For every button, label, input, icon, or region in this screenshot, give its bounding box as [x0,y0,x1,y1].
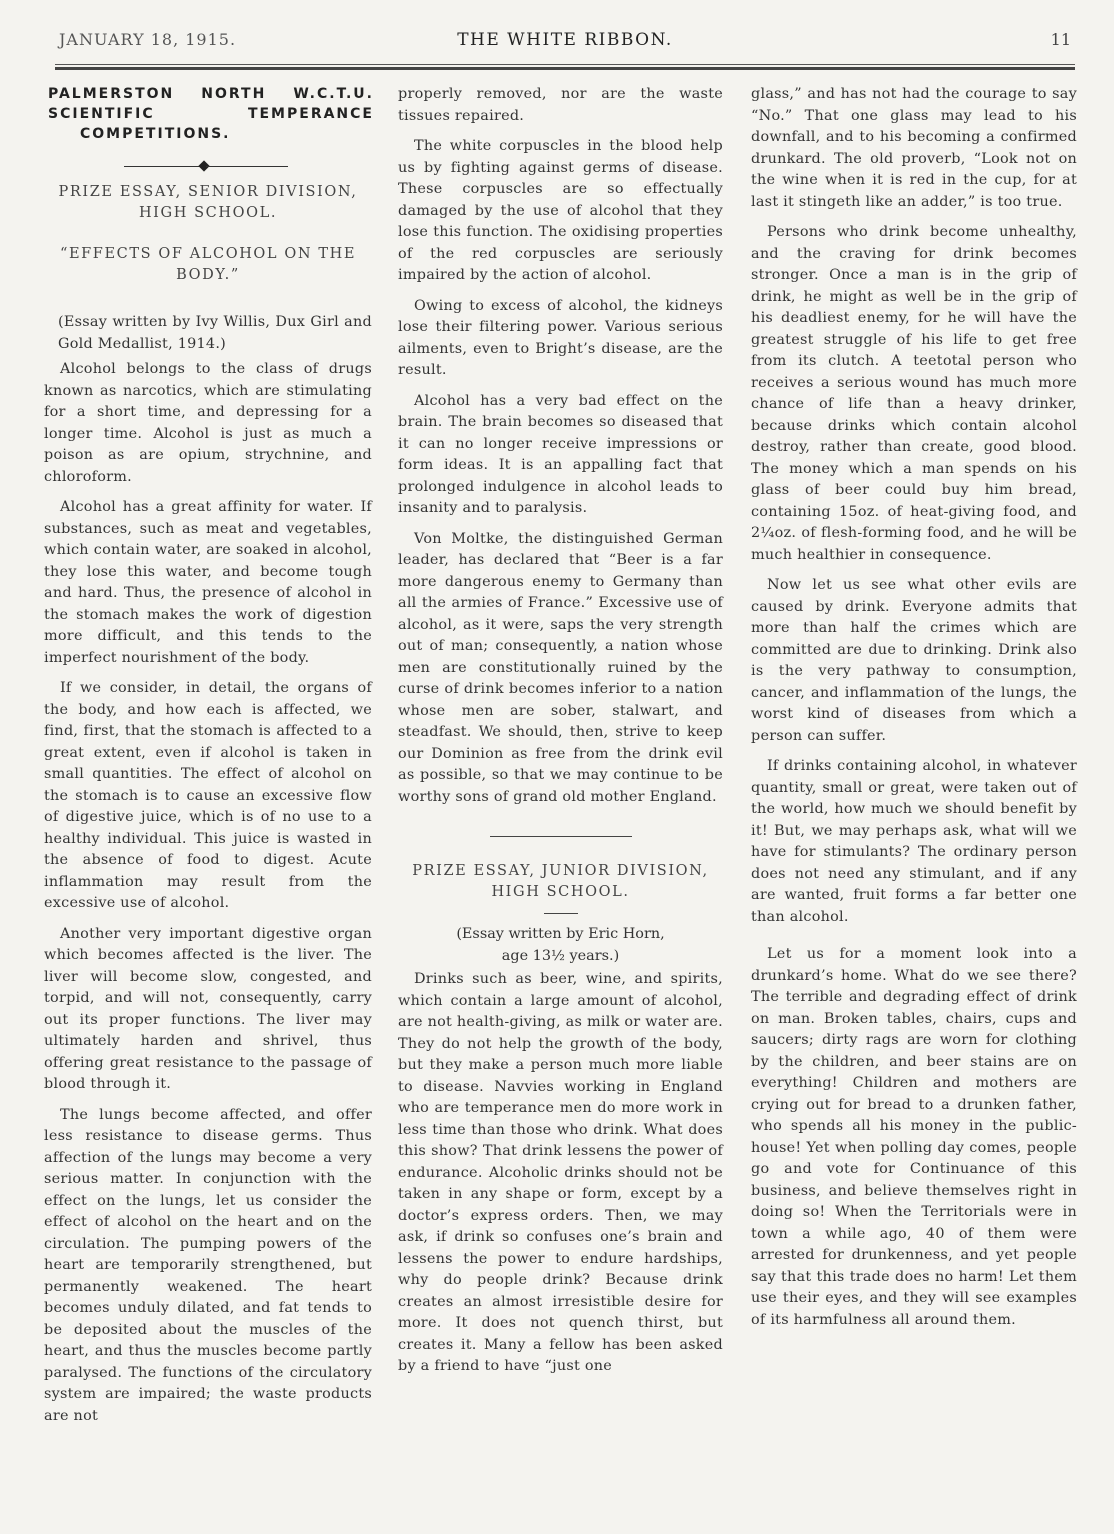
paragraph: Now let us see what other evils are caused by drink. Everyone admits that more than half the crimes which are committed are due to drinking. Drink also is the very pathway to consumption, cancer, and inflammation of the lungs, the worst kind of diseases from which a person can suffer. [751,577,1077,744]
paragraph: Persons who drink become unhealthy, and the craving for drink becomes stronger. Once a man is in the grip of drink, he might as well be in the grip of his deadliest enemy, for he will have the greatest struggle of his life to get free from its clutch. A teetotal person who receives a serious wound has much more chance of life than a heavy drinker, because drinks which contain alcohol destroy, rather than create, good blood. The money which a man spends on his glass of beer could buy him bread, containing 15oz. of heat-giving food, and 2¼oz. of flesh-forming food, and he will be much healthier in consequence. [751,224,1077,563]
paragraph: Von Moltke, the distinguished German leader, has declared that “Beer is a far more dangerous enemy to Germany than all the armies of France.” Excessive use of alcohol, as it were, saps the very strength out of man; consequently, a nation whose men are constitutionally ruined by the curse of drink becomes inferior to a nation whose men are sober, stalwart, and steadfast. We should, then, strive to keep our Dominion as free from the drink evil as possible, so that we may continue to be worthy sons of grand old mother England. [398,530,723,805]
senior-essay-subheading [44,244,372,286]
competition-title-line: SCIENTIFIC TEMPERANCE [48,106,374,122]
issue-date: JANUARY 18, 1915. [59,30,237,49]
paragraph: If we consider, in detail, the organs of the body, and how each is affected, we find, first, that the stomach is affected to a great extent, even if alcohol is taken in small quantities. The effect of alcohol on the stomach is to cause an excessive flow of digestive juice, which is of no use to a healthy individual. This juice is wasted in the absence of food to digest. Acute inflammation may result from the excessive use of alcohol. [44,680,372,911]
subheading-line: “EFFECTS OF ALCOHOL ON THE [59,246,357,262]
ornamental-divider [44,158,372,176]
paragraph: Let us for a moment look into a drunkard’s home. What do we see there? The terrible and degrading effect of drink on man. Broken tables, chairs, cups and saucers; dirty rags are worn for clothing by the children, and beer stains are on everything! Children and mothers are crying out for bread to a drunken father, who spends all his money in the public-house! Yet when polling day comes, people go and vote for Continuance of this business, and believe themselves right in doing so! When the Territorials were in town a while ago, 40 of them were arrested for drunkenness, and yet people say that this trade does no harm! Let them use their eyes, and they will see examples of its harmfulness all around them. [751,946,1077,1328]
competition-title-line: COMPETITIONS. [80,126,231,142]
section-divider [490,836,632,837]
heading-line: HIGH SCHOOL. [138,205,278,221]
junior-essay-heading [398,861,723,903]
paragraph: Owing to excess of alcohol, the kidneys lose their filtering power. Various serious ailments, even to Bright’s disease, are the result. [398,297,723,378]
paragraph: If drinks containing alcohol, in whatever quantity, small or great, were taken out of the world, how much we should benefit by it! But, we may perhaps ask, what will we have for stimulants? The ordinary person does not need any stimulant, and if any are wanted, fruit forms a far better one than alcohol. [751,758,1077,925]
paragraph: Alcohol has a very bad effect on the brain. The brain becomes so diseased that it can no longer receive impressions or form ideas. It is an appalling fact that prolonged indulgence in alcohol leads to insanity and to paralysis. [398,392,723,516]
header-rule-thick [55,67,1075,70]
publication-title: THE WHITE RIBBON. [457,30,673,50]
byline-line: age 13½ years.) [501,947,620,964]
column-1 [44,84,372,1427]
competition-title [48,84,374,144]
junior-essay-byline [398,924,723,967]
competition-title-line: PALMERSTON NORTH W.C.T.U. [48,86,374,102]
senior-essay-heading [44,182,372,224]
paragraph: Drinks such as beer, wine, and spirits, which contain a large amount of alcohol, are not health-giving, as milk or water are. They do not help the growth of the body, but they make a person much more liable to disease. Navvies working in England who are temperance men do more work in less time than those who drink. What does this show? That drink lessens the power of endurance. Alcoholic drinks should not be taken in any shape or form, except by a doctor’s express orders. Then, we may ask, if drink so confuses one’s brain and lessens the power to endure hardships, why do people drink? Because drink creates an almost irresistible desire for more. It does not quench thirst, but creates it. Many a fellow has been asked by a friend to have “just one [398,971,723,1374]
page-header [55,28,1075,56]
heading-line: PRIZE ESSAY, SENIOR DIVISION, [58,184,358,200]
paragraph: Another very important digestive organ which becomes affected is the liver. The liver will become slow, congested, and torpid, and will not, consequently, carry out its proper functions. The liver may ultimately harden and shrivel, thus offering great resistance to the passage of blood through it. [44,925,372,1092]
senior-essay-byline: (Essay written by Ivy Willis, Dux Girl and Gold Medallist, 1914.) [58,314,372,352]
paragraph: The white corpuscles in the blood help us by fighting against germs of disease. These corpuscles are so effectually damaged by the use of alcohol that they lose this function. The oxidising properties of the red corpuscles are seriously impaired by the action of alcohol. [398,138,723,283]
paragraph: Alcohol has a great affinity for water. If substances, such as meat and vegetables, which contain water, are soaked in alcohol, they lose this water, and become tough and hard. Thus, the presence of alcohol in the stomach makes the work of digestion more difficult, and this tends to the imperfect nourishment of the body. [44,499,372,666]
paragraph: Alcohol belongs to the class of drugs known as narcotics, which are stimulating for a short time, and depressing for a longer time. Alcohol is just as much a poison as are opium, strychnine, and chloroform. [44,361,372,485]
byline-line: (Essay written by Eric Horn, [456,926,665,942]
column-3 [751,84,1077,1331]
subheading-line: BODY.” [176,267,240,283]
heading-line: PRIZE ESSAY, JUNIOR DIVISION, [412,863,709,879]
paragraph: The lungs become affected, and offer less resistance to disease germs. Thus affection of the lungs may become a very serious matter. In conjunction with the effect on the lungs, let us consider the effect of alcohol on the heart and on the circulation. The pumping powers of the heart are temporarily strengthened, but permanently weakened. The heart becomes unduly dilated, and fat tends to be deposited about the muscles of the heart, and thus the muscles become partly paralysed. The functions of the circulatory system are impaired; the waste products are not [44,1106,372,1424]
column-2 [398,84,723,1378]
page-number: 11 [1050,30,1071,49]
header-rule-thin [55,64,1075,65]
heading-line: HIGH SCHOOL. [491,884,630,900]
paragraph-continued: properly removed, nor are the waste tissues repaired. [398,86,723,124]
paragraph-continued: glass,” and has not had the courage to say “No.” That one glass may lead to his downfall, and to his becoming a confirmed drunkard. The old proverb, “Look not on the wine when it is red in the cup, for at last it stingeth like an adder,” is too true. [751,86,1077,210]
short-divider [544,913,578,914]
